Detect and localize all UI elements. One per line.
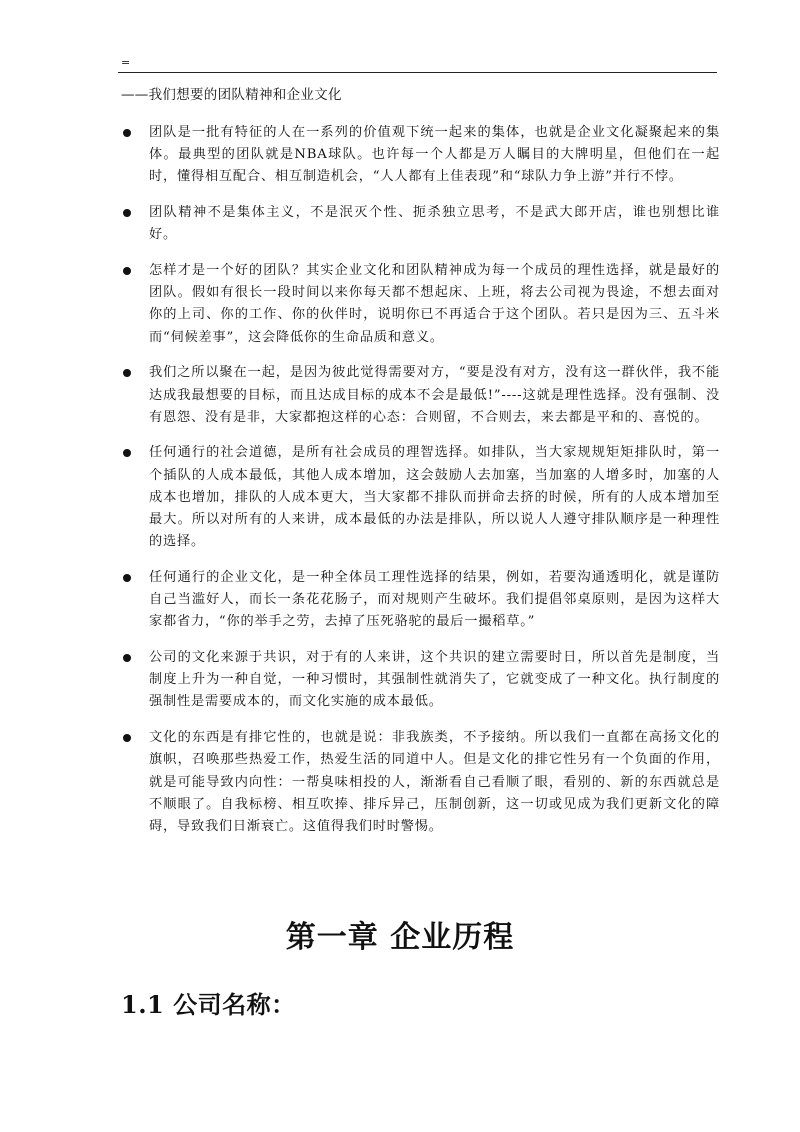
bullet-icon (123, 449, 131, 457)
bullet-icon (123, 369, 131, 377)
bullet-icon (123, 267, 131, 275)
list-item (120, 442, 720, 553)
list-item (120, 727, 720, 838)
list-item-text: 任何通行的社会道德，是所有社会成员的理智选择。如排队，当大家规规矩矩排队时，第一个插队的人成本最低，其他人成本增加，这会鼓励人去加塞，当加塞的人增多时，加塞的人成本也增加，排队的人成本更大，当大家都不排队而拼命去挤的时候，所有的人成本增加至最大。所以对所有的人来讲，成本最低的办法是排队，所以说人人遵守排队顺序是一种理性的选择。 (149, 445, 720, 550)
bullet-icon (123, 574, 131, 582)
bullet-icon (123, 209, 131, 217)
chapter-title: 第一章 企业历程 (285, 920, 515, 955)
bullet-icon (123, 734, 131, 742)
list-item-text: 团队是一批有特征的人在一系列的价值观下统一起来的集体，也就是企业文化凝聚起来的集体。最典型的团队就是NBA球队。也许每一个人都是万人瞩目的大牌明星，但他们在一起时，懂得相互配合、相互制造机会，“人人都有上佳表现”和“球队力争上游”并行不悖。 (149, 125, 720, 185)
document-subtitle: ——我们想要的团队精神和企业文化 (121, 87, 342, 103)
list-item (120, 202, 720, 246)
list-item-text: 文化的东西是有排它性的，也就是说：非我族类，不予接纳。所以我们一直都在高扬文化的旗帜，召唤那些热爱工作，热爱生活的同道中人。但是文化的排它性另有一个负面的作用，就是可能导致内向性：一帮臭味相投的人，渐渐看自己看顺了眼，看别的、新的东西就总是不顺眼了。自我标榜、相互吹捧、排斥异己，压制创新，这一切或见成为我们更新文化的障碍，导致我们日渐衰亡。这值得我们时时警惕。 (149, 730, 720, 834)
list-item (120, 260, 720, 349)
list-item-text: 团队精神不是集体主义，不是泯灭个性、扼杀独立思考，不是武大郎开店，谁也别想比谁好。 (149, 205, 720, 243)
list-item-text: 任何通行的企业文化，是一种全体员工理性选择的结果，例如，若要沟通透明化，就是谨防自己当滥好人，而长一条花花肠子，而对规则产生破坏。我们提倡邻桌原则，是因为这样大家都省力，“你的举手之劳，去掉了压死骆驼的最后一撮稻草。” (149, 569, 720, 630)
header-rule (118, 72, 717, 73)
section-title: 1.1 公司名称： (121, 990, 296, 1019)
bullet-icon (123, 129, 131, 137)
list-item-text: 公司的文化来源于共识，对于有的人来讲，这个共识的建立需要时日，所以首先是制度，当制度上升为一种自觉，一种习惯时，其强制性就消失了，它就变成了一种文化。执行制度的强制性是需要成本的，而文化实施的成本最低。 (149, 650, 720, 710)
list-item (120, 362, 720, 429)
header-mark: = (121, 56, 131, 69)
bullet-icon (123, 654, 131, 662)
bullet-list (120, 122, 720, 852)
list-item (120, 647, 720, 714)
list-item (120, 567, 720, 634)
list-item-text: 我们之所以聚在一起，是因为彼此觉得需要对方，“要是没有对方，没有这一群伙伴，我不能达成我最想要的目标，而且达成目标的成本不会是最低!”----这就是理性选择。没有强制、没有恩怨、没有是非，大家都抱这样的心态：合则留，不合则去，来去都是平和的、喜悦的。 (149, 365, 720, 425)
list-item-text: 怎样才是一个好的团队？其实企业文化和团队精神成为每一个成员的理性选择，就是最好的团队。假如有很长一段时间以来你每天都不想起床、上班，将去公司视为畏途，不想去面对你的上司、你的工作、你的伙伴时，说明你已不再适合于这个团队。若只是因为三、五斗米而“伺候差事”，这会降低你的生命品质和意义。 (149, 263, 720, 345)
list-item (120, 122, 720, 189)
